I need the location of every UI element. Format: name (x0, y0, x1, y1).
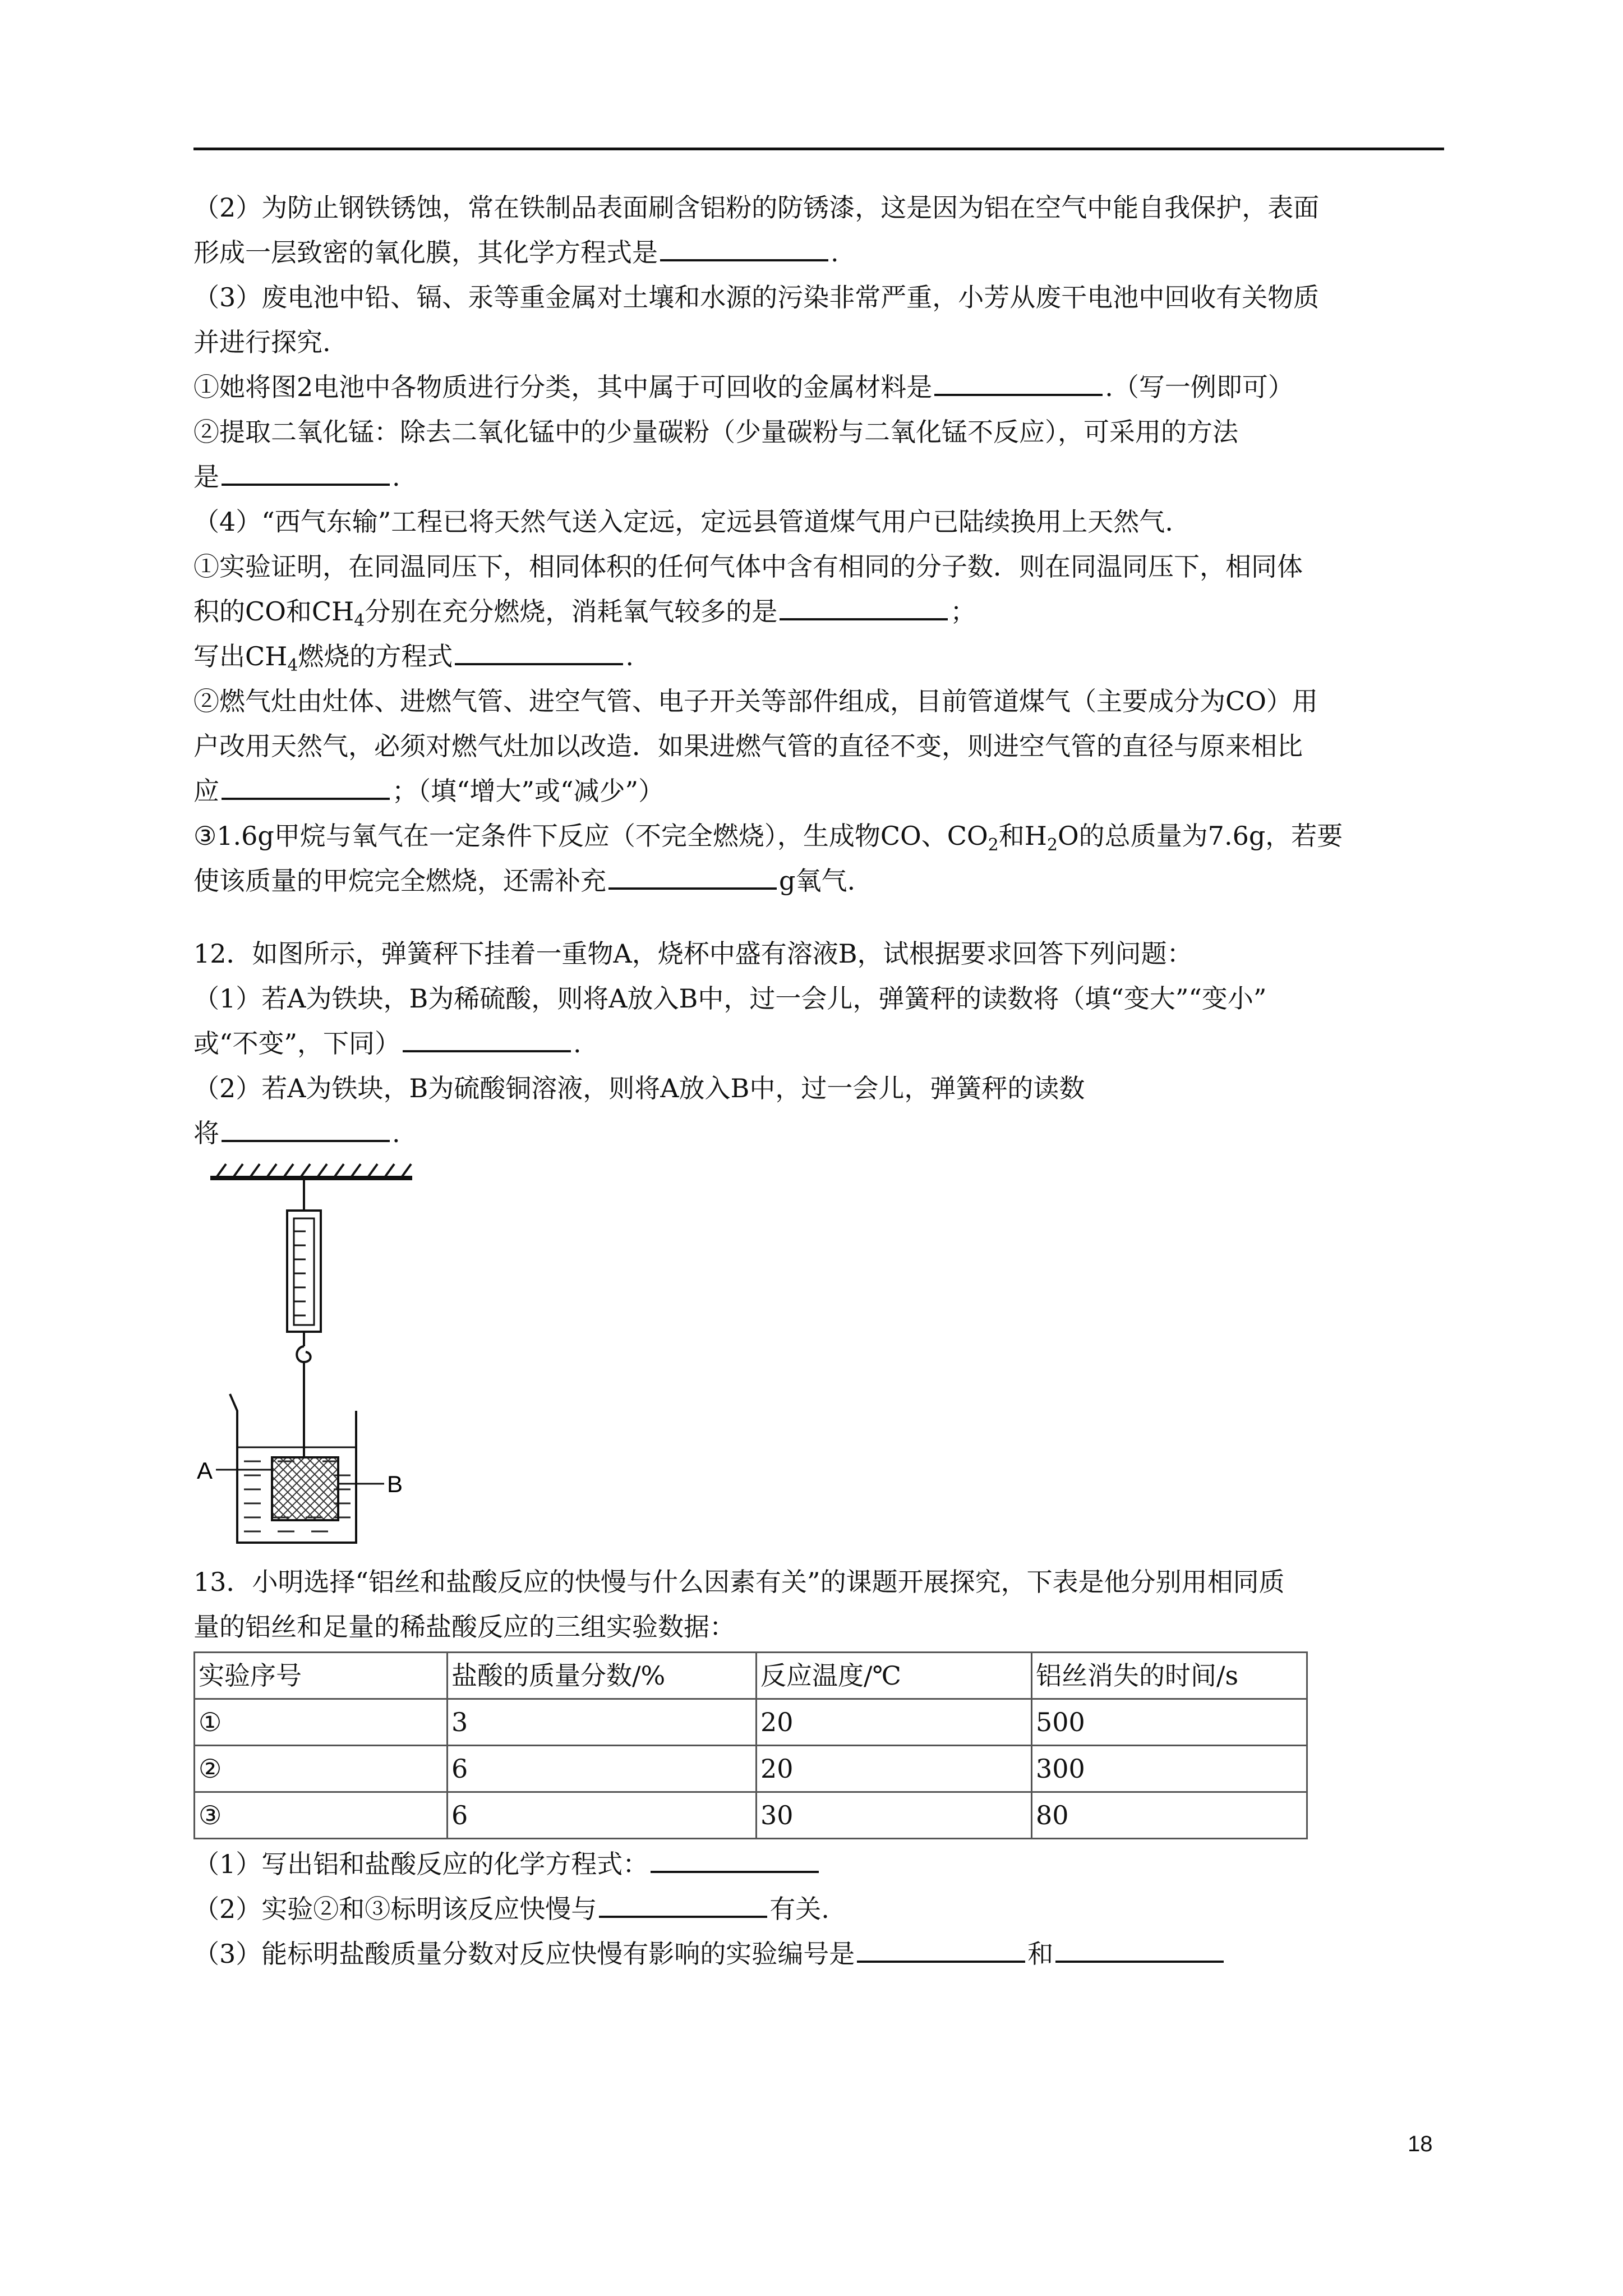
q11-p4a-text2c: ； (950, 596, 976, 627)
q11-p4a-text1: ①实验证明，在同温同压下，相同体积的任何气体中含有相同的分子数．则在同温同压下，相同体 (193, 551, 1303, 582)
period: . (831, 237, 839, 268)
table-header: 实验序号 (195, 1653, 448, 1699)
table-cell: ① (195, 1699, 448, 1746)
table-cell: 6 (448, 1792, 757, 1839)
q12-p1-line1 (193, 976, 1444, 1021)
q11-p4a-text3a: 写出CH (193, 641, 288, 671)
q11-p3a-text: ①她将图2电池中各物质进行分类，其中属于可回收的金属材料是 (193, 372, 933, 402)
weight-a (272, 1457, 338, 1520)
answer-blank[interactable] (222, 455, 390, 486)
table-cell: 30 (757, 1792, 1032, 1839)
q13-s3-text-a: （3）能标明盐酸质量分数对反应快慢有影响的实验编号是 (193, 1939, 855, 1969)
q11-p4b-line2 (193, 724, 1444, 769)
table-cell: 3 (448, 1699, 757, 1746)
q13-stem-line2 (193, 1604, 1444, 1649)
q11-p4b-text2: 户改用天然气，必须对燃气灶加以改造．如果进燃气管的直径不变，则进空气管的直径与原来相比 (193, 731, 1303, 761)
q11-p4a-line3 (193, 634, 1444, 679)
q11-p4b-line3 (193, 769, 1444, 813)
q12-stem-line (193, 931, 1444, 976)
table-cell: 20 (757, 1746, 1032, 1792)
q12-stem: 12．如图所示，弹簧秤下挂着一重物A，烧杯中盛有溶液B，试根据要求回答下列问题： (193, 938, 1193, 969)
period: . (625, 641, 634, 671)
q11-p3b-line2 (193, 454, 1444, 499)
answer-blank[interactable] (660, 231, 828, 261)
subscript: 4 (287, 656, 298, 676)
q11-p3b-text1: ②提取二氧化锰：除去二氧化锰中的少量碳粉（少量碳粉与二氧化锰不反应），可采用的方法 (193, 417, 1238, 447)
table-row (195, 1746, 1307, 1792)
q11-p4a-line2 (193, 589, 1444, 634)
q11-p3-line2 (193, 320, 1444, 365)
table-cell: ③ (195, 1792, 448, 1839)
q11-p4c-text2a: 使该质量的甲烷完全燃烧，还需补充 (193, 866, 606, 896)
q13-stem-text2: 量的铝丝和足量的稀盐酸反应的三组实验数据： (193, 1612, 735, 1642)
q12-p2-text1: （2）若A为铁块，B为硫酸铜溶液，则将A放入B中，过一会儿，弹簧秤的读数 (193, 1073, 1085, 1103)
answer-blank[interactable] (608, 859, 777, 890)
q11-p4c-text2b: g氧气. (779, 866, 856, 896)
spring-scale-diagram (193, 1156, 508, 1559)
header-rule (193, 148, 1444, 150)
table-cell: 80 (1032, 1792, 1307, 1839)
table-header: 铝丝消失的时间/s (1032, 1653, 1307, 1699)
q13-s3-line (193, 1931, 1444, 1976)
spring-scale (287, 1178, 321, 1457)
answer-blank[interactable] (455, 635, 623, 665)
q11-p4c-text1c: O的总质量为7.6g，若要 (1057, 821, 1343, 851)
q11-p4c-line2 (193, 858, 1444, 903)
q13-s3-text-b: 和 (1027, 1939, 1054, 1969)
q11-p3b-line1 (193, 409, 1444, 454)
answer-blank[interactable] (934, 366, 1103, 396)
q13-s1-text: （1）写出铝和盐酸反应的化学方程式： (193, 1849, 649, 1879)
period: . (392, 1118, 400, 1148)
experiment-table (193, 1651, 1308, 1839)
q12-p2-text2: 将 (193, 1118, 219, 1148)
table-cell: 500 (1032, 1699, 1307, 1746)
answer-blank[interactable] (651, 1843, 819, 1873)
q12-p1-text1: （1）若A为铁块，B为稀硫酸，则将A放入B中，过一会儿，弹簧秤的读数将（填“变大”“变小” (193, 983, 1267, 1014)
q12-p1-line2 (193, 1021, 1444, 1066)
q11-p3-line1 (193, 275, 1444, 320)
period: . (573, 1028, 582, 1059)
q11-p4a-text2b: 分别在充分燃烧，消耗氧气较多的是 (365, 596, 778, 627)
q11-p4a-line1 (193, 544, 1444, 589)
q13-stem-line1 (193, 1559, 1444, 1604)
q11-p4a-text2a: 积的CO和CH (193, 596, 354, 627)
answer-blank[interactable] (222, 1112, 390, 1142)
q11-p4-text1: （4）“西气东输”工程已将天然气送入定远，定远县管道煤气用户已陆续换用上天然气. (193, 507, 1173, 537)
q11-p3a-line (193, 365, 1444, 409)
q13-stem-text1: 13．小明选择“铝丝和盐酸反应的快慢与什么因素有关”的课题开展探究，下表是他分别用相同质 (193, 1567, 1285, 1597)
table-cell: ② (195, 1746, 448, 1792)
q11-p3-text2: 并进行探究. (193, 327, 331, 357)
answer-blank[interactable] (403, 1022, 571, 1052)
q11-p4b-line1 (193, 679, 1444, 724)
q11-p4-line1 (193, 499, 1444, 544)
spacer (193, 903, 1444, 931)
table-cell: 6 (448, 1746, 757, 1792)
q13-s2-text-a: （2）实验②和③标明该反应快慢与 (193, 1894, 597, 1924)
table-header: 盐酸的质量分数/% (448, 1653, 757, 1699)
ceiling-support (210, 1164, 412, 1178)
subscript: 2 (988, 835, 999, 855)
answer-blank[interactable] (222, 770, 390, 800)
table-cell: 20 (757, 1699, 1032, 1746)
table-row (195, 1792, 1307, 1839)
spring-scale-figure (193, 1156, 1444, 1559)
table-header-row (195, 1653, 1307, 1699)
q11-p4c-line1 (193, 813, 1444, 858)
q11-p2-line1 (193, 185, 1444, 230)
q12-p2-line2 (193, 1111, 1444, 1156)
q11-p3b-text2: 是 (193, 462, 219, 492)
answer-blank[interactable] (857, 1932, 1025, 1963)
q11-p4b-text3a: 应 (193, 776, 219, 806)
q12-p2-line1 (193, 1066, 1444, 1111)
q11-p4b-text3b: ；（填“增大”或“减少”） (392, 776, 665, 806)
q13-s1-line (193, 1842, 1444, 1887)
label-a: A (197, 1457, 213, 1484)
answer-blank[interactable] (780, 590, 948, 620)
table-row (195, 1699, 1307, 1746)
page-content (193, 185, 1444, 1976)
period: . (392, 462, 400, 492)
q13-s2-text-b: 有关. (769, 1894, 829, 1924)
q11-p2-line2 (193, 230, 1444, 275)
q11-p4c-text1b: 和H (998, 821, 1047, 851)
label-b: B (387, 1471, 403, 1497)
q11-p4c-text1a: ③1.6g甲烷与氧气在一定条件下反应（不完全燃烧），生成物CO、CO (193, 821, 988, 851)
q11-p2-text2: 形成一层致密的氧化膜，其化学方程式是 (193, 237, 658, 268)
q13-s2-line (193, 1887, 1444, 1931)
q12-p1-text2: 或“不变”，下同） (193, 1028, 401, 1059)
q11-p3-text1: （3）废电池中铅、镉、汞等重金属对土壤和水源的污染非常严重，小芳从废干电池中回收有关物质 (193, 282, 1320, 312)
table-cell: 300 (1032, 1746, 1307, 1792)
q11-p2-text1: （2）为防止钢铁锈蚀，常在铁制品表面刷含铝粉的防锈漆，这是因为铝在空气中能自我保护，表面 (193, 192, 1320, 223)
table-header: 反应温度/℃ (757, 1653, 1032, 1699)
answer-blank[interactable] (599, 1888, 767, 1918)
subscript: 4 (354, 611, 365, 631)
q11-p4a-text3b: 燃烧的方程式 (298, 641, 453, 671)
q11-p3a-tail: .（写一例即可） (1105, 372, 1294, 402)
page-number: 18 (1408, 2132, 1433, 2156)
answer-blank[interactable] (1055, 1932, 1224, 1963)
q11-p4b-text1: ②燃气灶由灶体、进燃气管、进空气管、电子开关等部件组成，目前管道煤气（主要成分为CO）用 (193, 686, 1318, 716)
subscript: 2 (1046, 835, 1058, 855)
